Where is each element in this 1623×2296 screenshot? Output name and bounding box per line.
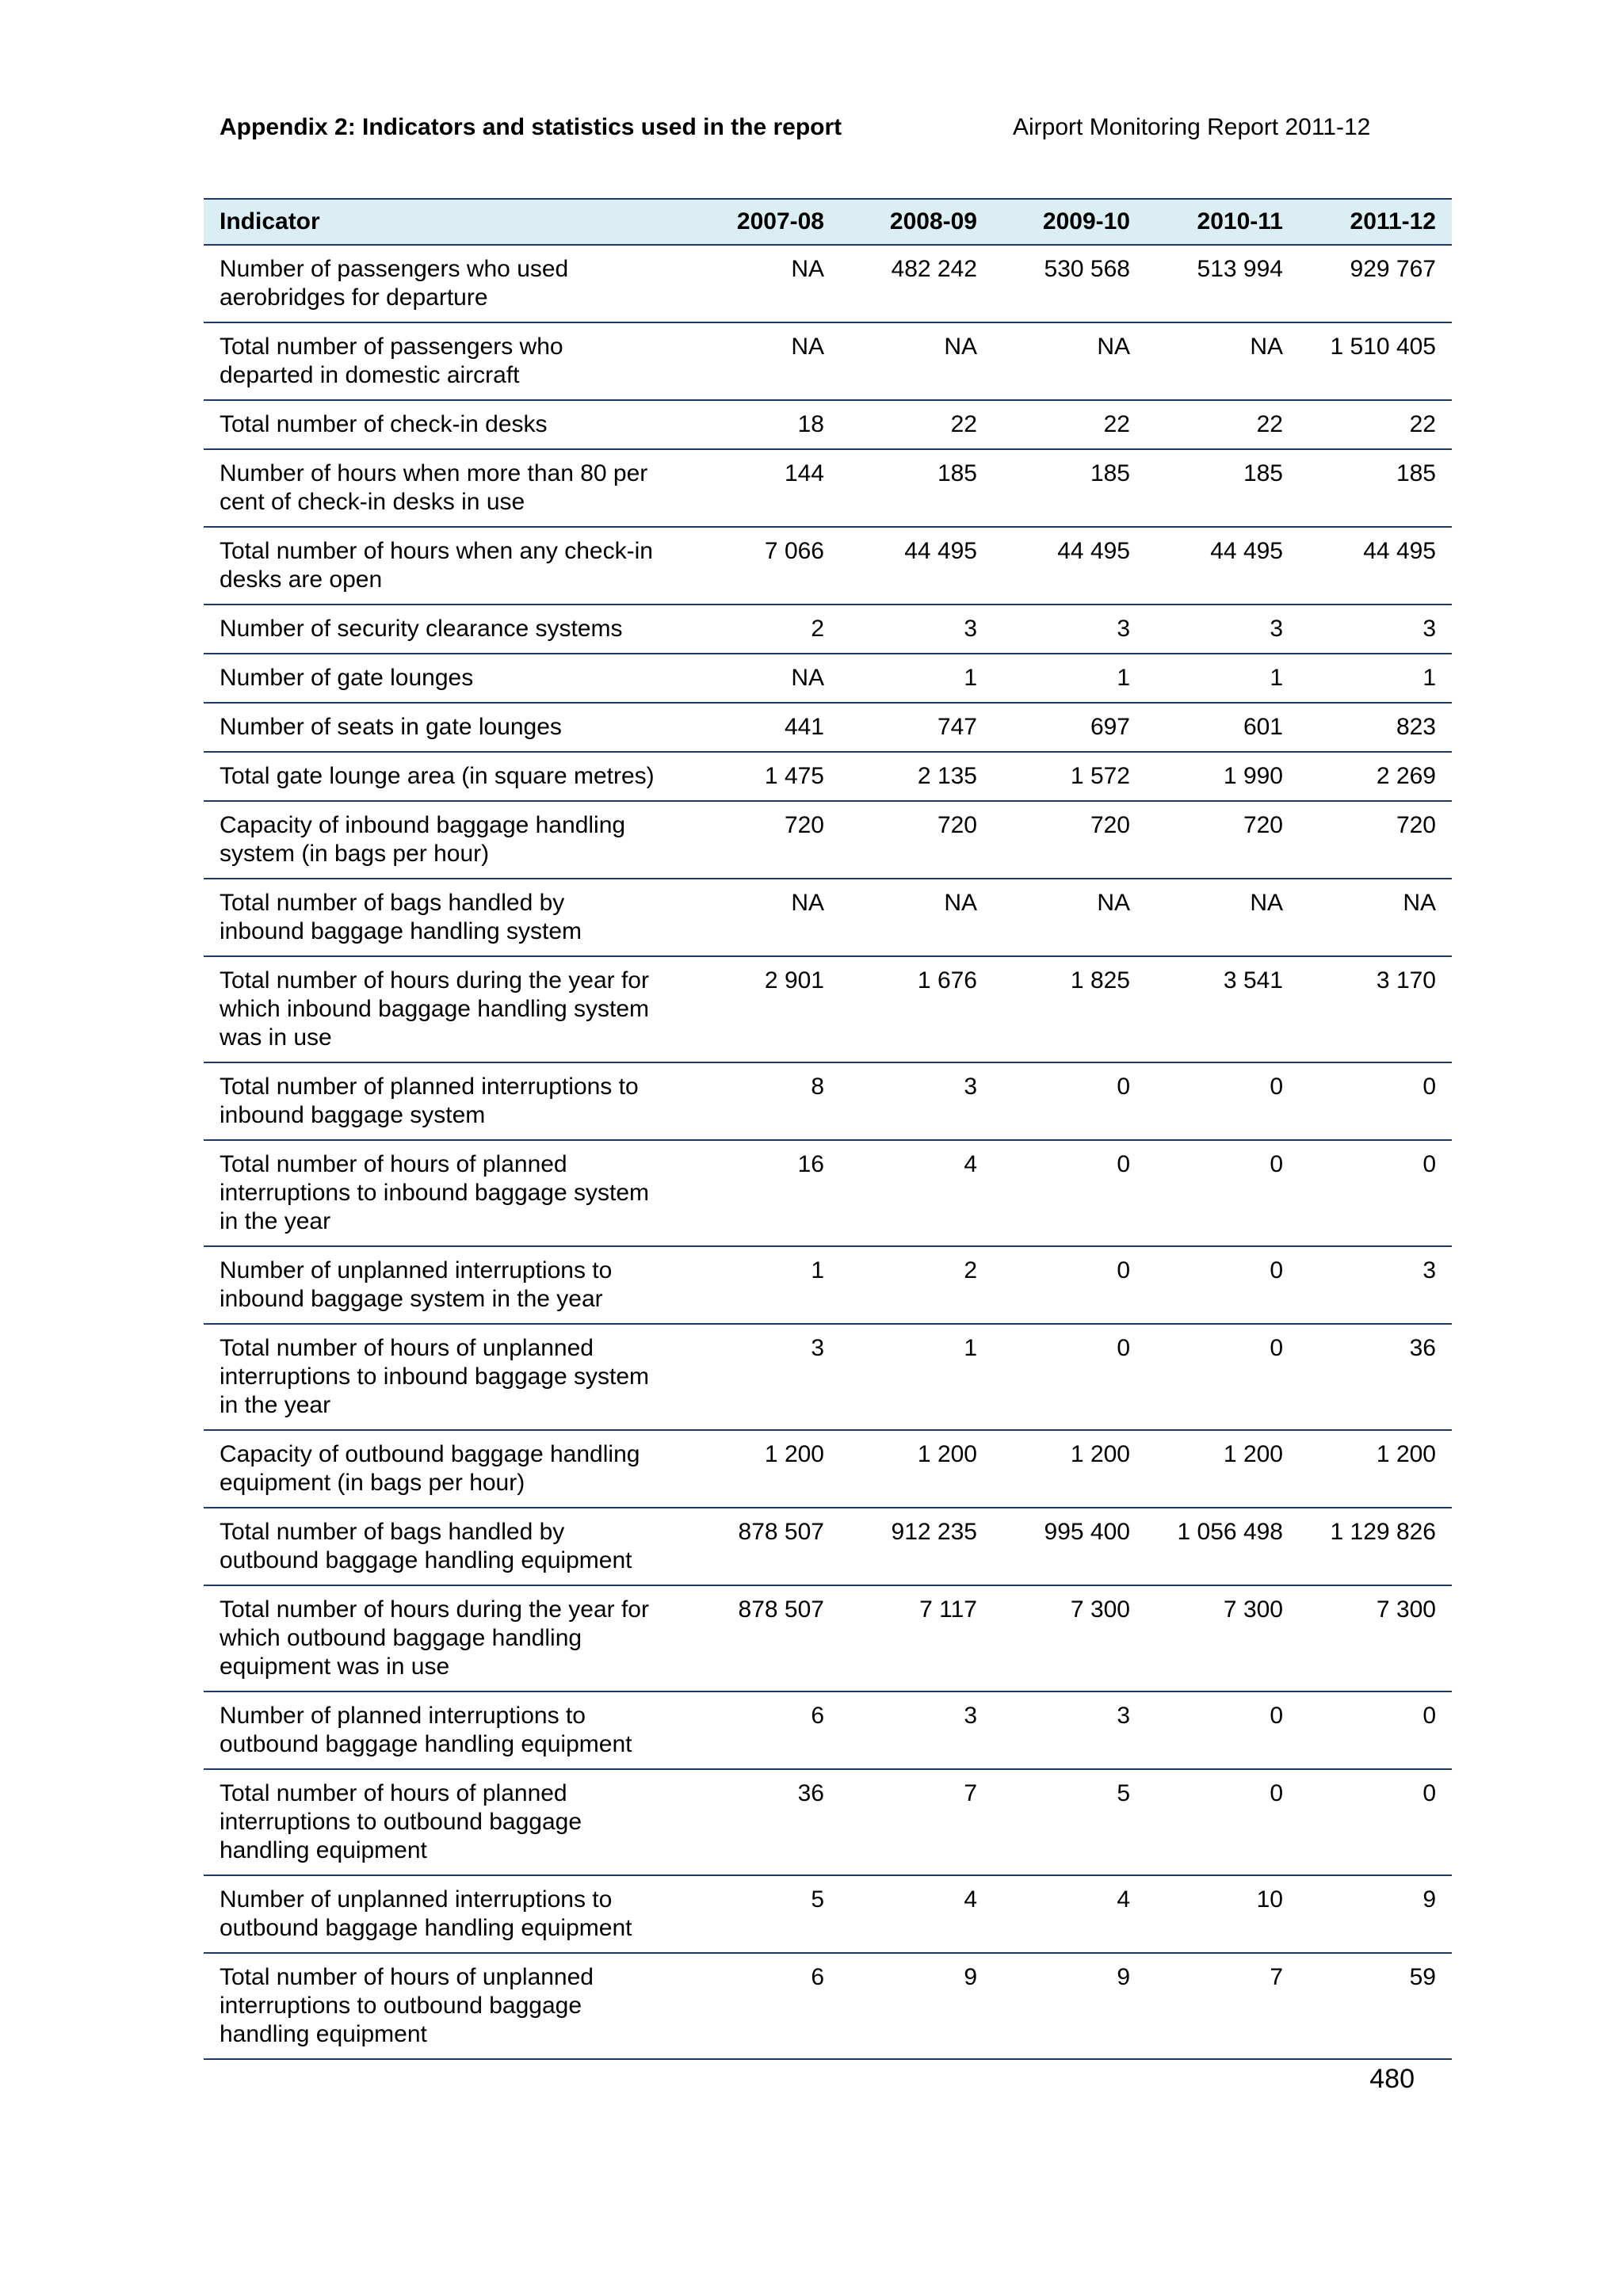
value-cell: 0: [1299, 1769, 1452, 1875]
value-cell: 3: [1299, 1246, 1452, 1324]
value-cell: 36: [1299, 1324, 1452, 1430]
value-cell: 3: [1146, 605, 1299, 654]
value-cell: NA: [1146, 322, 1299, 400]
column-header-2009-10: 2009-10: [993, 199, 1146, 245]
value-cell: 4: [993, 1875, 1146, 1953]
value-cell: 4: [840, 1875, 993, 1953]
value-cell: 720: [840, 801, 993, 879]
value-cell: 1 200: [840, 1430, 993, 1508]
value-cell: 0: [1146, 1769, 1299, 1875]
value-cell: NA: [687, 654, 840, 703]
value-cell: NA: [993, 322, 1146, 400]
column-header-2010-11: 2010-11: [1146, 199, 1299, 245]
value-cell: 7: [840, 1769, 993, 1875]
table-row: [204, 801, 1452, 879]
value-cell: 0: [993, 1062, 1146, 1140]
value-cell: NA: [1146, 879, 1299, 956]
indicator-cell: Capacity of outbound baggage handling equipment (in bags per hour): [204, 1430, 687, 1508]
value-cell: 2 269: [1299, 752, 1452, 801]
section-title: Appendix 2: Indicators and statistics used in the report: [220, 114, 842, 140]
table-row: [204, 400, 1452, 449]
value-cell: 44 495: [840, 527, 993, 605]
value-cell: 1 676: [840, 956, 993, 1062]
value-cell: 6: [687, 1691, 840, 1769]
value-cell: 3: [993, 605, 1146, 654]
indicator-cell: Number of passengers who used aerobridges for departure: [204, 245, 687, 322]
indicator-cell: Total number of hours of unplanned interruptions to outbound baggage handling equipment: [204, 1953, 687, 2059]
column-header-2011-12: 2011-12: [1299, 199, 1452, 245]
value-cell: 185: [840, 449, 993, 527]
value-cell: NA: [1299, 879, 1452, 956]
table-row: [204, 605, 1452, 654]
table-row: [204, 527, 1452, 605]
table-body: [204, 245, 1452, 2059]
indicator-cell: Total number of passengers who departed in domestic aircraft: [204, 322, 687, 400]
table-row: [204, 1875, 1452, 1953]
header-row: [204, 199, 1452, 245]
value-cell: 22: [993, 400, 1146, 449]
table-row: [204, 752, 1452, 801]
value-cell: 22: [1299, 400, 1452, 449]
value-cell: 482 242: [840, 245, 993, 322]
value-cell: NA: [687, 245, 840, 322]
value-cell: 10: [1146, 1875, 1299, 1953]
value-cell: 0: [1146, 1140, 1299, 1246]
value-cell: 929 767: [1299, 245, 1452, 322]
value-cell: 36: [687, 1769, 840, 1875]
value-cell: NA: [687, 322, 840, 400]
value-cell: 3 541: [1146, 956, 1299, 1062]
value-cell: 7 117: [840, 1585, 993, 1691]
value-cell: 4: [840, 1140, 993, 1246]
value-cell: 912 235: [840, 1508, 993, 1585]
indicator-cell: Number of hours when more than 80 per cent of check-in desks in use: [204, 449, 687, 527]
indicator-cell: Number of unplanned interruptions to inbound baggage system in the year: [204, 1246, 687, 1324]
indicator-cell: Total number of planned interruptions to inbound baggage system: [204, 1062, 687, 1140]
column-header-indicator: Indicator: [204, 199, 687, 245]
indicator-cell: Total number of hours during the year for which inbound baggage handling system was in use: [204, 956, 687, 1062]
table-row: [204, 654, 1452, 703]
value-cell: 2: [840, 1246, 993, 1324]
indicator-cell: Total number of check-in desks: [204, 400, 687, 449]
value-cell: 7 300: [1299, 1585, 1452, 1691]
value-cell: 2: [687, 605, 840, 654]
value-cell: 1 056 498: [1146, 1508, 1299, 1585]
table-row: [204, 1324, 1452, 1430]
value-cell: 1: [840, 654, 993, 703]
value-cell: 7 300: [1146, 1585, 1299, 1691]
value-cell: 9: [1299, 1875, 1452, 1953]
value-cell: 697: [993, 703, 1146, 752]
value-cell: 823: [1299, 703, 1452, 752]
value-cell: 1: [993, 654, 1146, 703]
table-row: [204, 1953, 1452, 2059]
table-row: [204, 1062, 1452, 1140]
table-row: [204, 1430, 1452, 1508]
value-cell: NA: [840, 322, 993, 400]
value-cell: 1 200: [1299, 1430, 1452, 1508]
value-cell: 0: [1299, 1062, 1452, 1140]
value-cell: 59: [1299, 1953, 1452, 2059]
value-cell: 3 170: [1299, 956, 1452, 1062]
value-cell: 747: [840, 703, 993, 752]
indicator-cell: Total number of hours of planned interruptions to inbound baggage system in the year: [204, 1140, 687, 1246]
value-cell: NA: [840, 879, 993, 956]
table-row: [204, 449, 1452, 527]
value-cell: 1 200: [993, 1430, 1146, 1508]
column-header-2007-08: 2007-08: [687, 199, 840, 245]
report-title: Airport Monitoring Report 2011-12: [1013, 114, 1371, 140]
table-row: [204, 245, 1452, 322]
table-row: [204, 703, 1452, 752]
value-cell: 6: [687, 1953, 840, 2059]
value-cell: 44 495: [1299, 527, 1452, 605]
value-cell: 720: [1299, 801, 1452, 879]
value-cell: 7: [1146, 1953, 1299, 2059]
value-cell: 9: [840, 1953, 993, 2059]
value-cell: 0: [1146, 1062, 1299, 1140]
value-cell: 878 507: [687, 1508, 840, 1585]
value-cell: 1 200: [1146, 1430, 1299, 1508]
value-cell: NA: [687, 879, 840, 956]
value-cell: 513 994: [1146, 245, 1299, 322]
indicator-cell: Total gate lounge area (in square metres): [204, 752, 687, 801]
value-cell: 3: [993, 1691, 1146, 1769]
table-row: [204, 1140, 1452, 1246]
value-cell: 1 510 405: [1299, 322, 1452, 400]
indicator-cell: Total number of hours when any check-in desks are open: [204, 527, 687, 605]
table-row: [204, 1508, 1452, 1585]
indicator-cell: Number of unplanned interruptions to outbound baggage handling equipment: [204, 1875, 687, 1953]
table-row: [204, 879, 1452, 956]
table-header: [204, 199, 1452, 245]
value-cell: 185: [1299, 449, 1452, 527]
value-cell: 2 135: [840, 752, 993, 801]
value-cell: 185: [993, 449, 1146, 527]
value-cell: 8: [687, 1062, 840, 1140]
value-cell: 995 400: [993, 1508, 1146, 1585]
value-cell: 1 825: [993, 956, 1146, 1062]
value-cell: 601: [1146, 703, 1299, 752]
value-cell: 3: [840, 1062, 993, 1140]
value-cell: 5: [993, 1769, 1146, 1875]
value-cell: 0: [1146, 1246, 1299, 1324]
indicator-cell: Capacity of inbound baggage handling system (in bags per hour): [204, 801, 687, 879]
value-cell: 44 495: [1146, 527, 1299, 605]
value-cell: 0: [1299, 1140, 1452, 1246]
table-row: [204, 956, 1452, 1062]
indicator-cell: Total number of hours during the year for which outbound baggage handling equipment was in use: [204, 1585, 687, 1691]
value-cell: 1 572: [993, 752, 1146, 801]
value-cell: 530 568: [993, 245, 1146, 322]
value-cell: 0: [993, 1246, 1146, 1324]
table-row: [204, 1769, 1452, 1875]
value-cell: 3: [840, 605, 993, 654]
value-cell: 16: [687, 1140, 840, 1246]
value-cell: 5: [687, 1875, 840, 1953]
indicator-cell: Total number of bags handled by outbound baggage handling equipment: [204, 1508, 687, 1585]
value-cell: 0: [993, 1324, 1146, 1430]
value-cell: 22: [840, 400, 993, 449]
value-cell: 1 990: [1146, 752, 1299, 801]
value-cell: 1: [840, 1324, 993, 1430]
page-number: 480: [1369, 2064, 1415, 2094]
indicator-cell: Total number of bags handled by inbound baggage handling system: [204, 879, 687, 956]
table-row: [204, 322, 1452, 400]
value-cell: 3: [687, 1324, 840, 1430]
value-cell: 1: [1299, 654, 1452, 703]
value-cell: 0: [993, 1140, 1146, 1246]
value-cell: 7 066: [687, 527, 840, 605]
indicator-cell: Number of seats in gate lounges: [204, 703, 687, 752]
value-cell: 1 129 826: [1299, 1508, 1452, 1585]
indicator-cell: Number of gate lounges: [204, 654, 687, 703]
table-row: [204, 1585, 1452, 1691]
indicator-cell: Total number of hours of unplanned interruptions to inbound baggage system in the year: [204, 1324, 687, 1430]
value-cell: 3: [1299, 605, 1452, 654]
value-cell: 720: [1146, 801, 1299, 879]
indicator-cell: Total number of hours of planned interruptions to outbound baggage handling equipment: [204, 1769, 687, 1875]
value-cell: 878 507: [687, 1585, 840, 1691]
value-cell: 1: [687, 1246, 840, 1324]
value-cell: 720: [687, 801, 840, 879]
indicators-table: [204, 198, 1452, 2060]
value-cell: 144: [687, 449, 840, 527]
value-cell: 720: [993, 801, 1146, 879]
value-cell: 9: [993, 1953, 1146, 2059]
indicator-cell: Number of planned interruptions to outbound baggage handling equipment: [204, 1691, 687, 1769]
value-cell: 0: [1299, 1691, 1452, 1769]
indicator-cell: Number of security clearance systems: [204, 605, 687, 654]
value-cell: 22: [1146, 400, 1299, 449]
value-cell: 0: [1146, 1691, 1299, 1769]
value-cell: 1: [1146, 654, 1299, 703]
value-cell: 441: [687, 703, 840, 752]
value-cell: 18: [687, 400, 840, 449]
column-header-2008-09: 2008-09: [840, 199, 993, 245]
value-cell: NA: [993, 879, 1146, 956]
value-cell: 2 901: [687, 956, 840, 1062]
value-cell: 7 300: [993, 1585, 1146, 1691]
value-cell: 1 475: [687, 752, 840, 801]
value-cell: 3: [840, 1691, 993, 1769]
table-row: [204, 1246, 1452, 1324]
value-cell: 0: [1146, 1324, 1299, 1430]
value-cell: 44 495: [993, 527, 1146, 605]
value-cell: 1 200: [687, 1430, 840, 1508]
value-cell: 185: [1146, 449, 1299, 527]
table-row: [204, 1691, 1452, 1769]
